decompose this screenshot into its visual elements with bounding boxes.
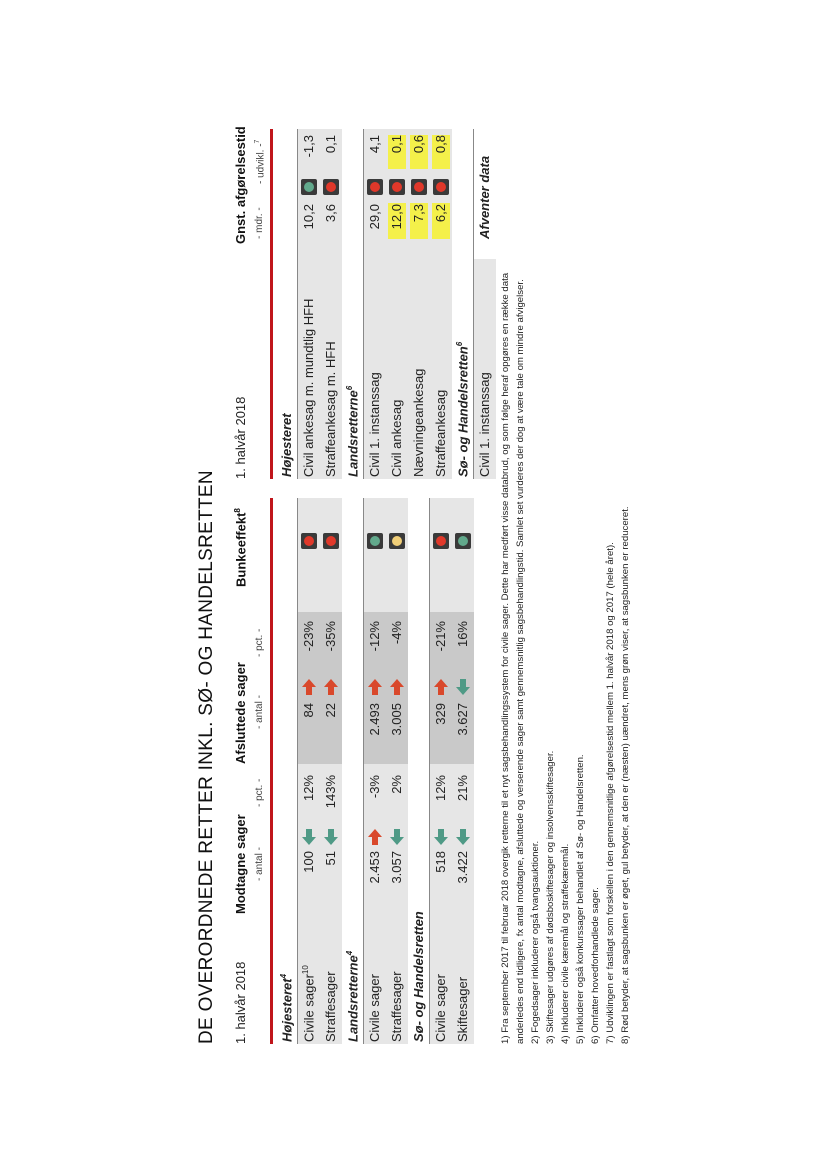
row-label (367, 372, 382, 477)
row-label-text: Civil 1. instanssag (367, 372, 382, 477)
received-pct: 2% (389, 775, 404, 794)
right-period-label: 1. halvår 2018 (233, 396, 248, 479)
row-label-text: Straffesager (323, 971, 338, 1042)
closed-pct: -35% (323, 621, 338, 652)
closed-pct: -12% (367, 621, 382, 652)
row-label (389, 400, 404, 477)
traffic-light-green-icon (455, 533, 471, 549)
sub-pct-received: - pct. - (254, 778, 265, 807)
avg-development: 0,1 (323, 135, 338, 154)
traffic-light-dot (414, 182, 424, 192)
col-backlog-header: Bunkeeffekt$^8$ (233, 508, 249, 587)
sub-months: - mdr. - (254, 207, 265, 239)
row-label-text: Civil ankesag (389, 399, 404, 477)
arrow-up-icon (455, 827, 471, 847)
row-label-text: Civile sager (301, 974, 317, 1042)
col-time-header: Gnst. afgørelsestid (233, 126, 248, 244)
footnote-line: 7) Udviklingen er fastlagt som forskellen i den gennemsnitlige afgørelsestid mellem 1. halvår 2018 og 2017 (hele året). (605, 542, 616, 1044)
avg-months: 10,2 (301, 204, 316, 230)
traffic-light-red-icon (301, 533, 317, 549)
footnote-ref: 6 (455, 341, 464, 347)
traffic-light-dot (436, 182, 446, 192)
row-label-text: Straffeankesag m. HFH (323, 341, 338, 477)
received-count: 100 (301, 851, 316, 873)
closed-pct: -21% (433, 621, 448, 652)
sub-count-closed: - antal - (254, 695, 265, 729)
section-label (345, 386, 360, 477)
footnote-line: 2) Fogedsager inkluderer også tvangsauktioner. (530, 840, 541, 1044)
received-pct: 21% (455, 775, 470, 802)
footnote-line: anderledes end tidligere, fx antal modtagne, afsluttede og verserende sager samt gennemsnitlig sagsbehandlingstid. Samlet set vurderes der dog at være tale om mindre afvigelser. (515, 279, 526, 1044)
arrow-down-icon (389, 677, 405, 697)
traffic-light-dot (458, 536, 468, 546)
avg-months: 6,2 (433, 204, 448, 223)
received-pct: -3% (367, 775, 382, 799)
section-label (279, 413, 294, 477)
closed-count: 2.493 (367, 703, 382, 736)
row-label (323, 971, 338, 1042)
footnote-line: 5) Inkluderer også konkurssager behandlet af Sø- og Handelsretten. (575, 754, 586, 1044)
sub-dev: - udvikl. -$^7$ (254, 139, 267, 184)
table-row (298, 498, 320, 1044)
table-row (452, 498, 474, 1044)
row-label-text: Landsretterne (345, 390, 361, 477)
traffic-light-dot (370, 536, 380, 546)
received-count: 2.453 (367, 851, 382, 884)
traffic-light-dot (326, 536, 336, 546)
received-pct: 12% (433, 775, 448, 802)
row-label (455, 977, 470, 1042)
closed-count: 3.627 (455, 703, 470, 736)
arrow-down-icon (433, 677, 449, 697)
arrow-up-icon (323, 827, 339, 847)
arrow-down-icon (323, 677, 339, 697)
row-label (367, 974, 382, 1042)
avg-development: 0,8 (433, 135, 448, 154)
traffic-light-red-icon (433, 533, 449, 549)
closed-pct: -23% (301, 621, 316, 652)
arrow-down-icon (367, 827, 383, 847)
arrow-up-icon (455, 677, 471, 697)
row-label (433, 974, 448, 1042)
traffic-light-dot (392, 536, 402, 546)
left-period-label: 1. halvår 2018 (233, 961, 248, 1044)
row-label-text: Civil ankesag m. mundtlig HFH (301, 298, 316, 477)
closed-count: 22 (323, 703, 338, 718)
received-pct: 12% (301, 775, 316, 802)
row-label-text: Skiftesager (455, 976, 470, 1042)
traffic-light-dot (436, 536, 446, 546)
received-count: 51 (323, 851, 338, 866)
section-label (455, 342, 470, 477)
received-count: 3.422 (455, 851, 470, 884)
traffic-light-dot (370, 182, 380, 192)
traffic-light-dot (304, 536, 314, 546)
closed-count: 329 (433, 703, 448, 725)
sub-pct-closed: - pct. - (254, 628, 265, 657)
row-label (389, 971, 404, 1042)
section-label (411, 911, 426, 1042)
row-label-text: Straffeankesag (433, 389, 448, 477)
table-row (386, 498, 408, 1044)
received-count: 3.057 (389, 851, 404, 884)
arrow-down-icon (367, 677, 383, 697)
avg-months: 12,0 (389, 204, 404, 230)
avg-months: 3,6 (323, 204, 338, 223)
traffic-light-red-icon (323, 179, 339, 195)
received-count: 518 (433, 851, 448, 873)
footnote-line: 8) Rød betyder, at sagsbunken er øget, gul betyder, at den er (næsten) uændret, mens grøn viser, at sagsbunken er reduceret. (620, 506, 631, 1044)
footnote-line: 3) Skiftesager udgøres af dødsboskiftesager og insolvensskiftesager. (545, 750, 556, 1044)
page-title: DE OVERORDNEDE RETTER INKL. SØ- OG HANDELSRETTEN (196, 470, 217, 1044)
arrow-down-icon (301, 677, 317, 697)
row-label (301, 965, 316, 1042)
section-label (345, 951, 360, 1042)
footnote-line: 1) Fra september 2017 til februar 2018 overgik retterne til et nyt sagsbehandlingssystem for civile sager. Dette har medført visse databrud, og som følge heraf opgøres en række data (500, 272, 511, 1044)
arrow-up-icon (389, 827, 405, 847)
row-label-text: Civile sager (433, 974, 448, 1042)
arrow-up-icon (433, 827, 449, 847)
closed-count: 84 (301, 703, 316, 718)
received-pct: 143% (323, 775, 338, 809)
avg-development: -1,3 (301, 135, 316, 158)
table-row (320, 498, 342, 1044)
footnote-ref: 10 (301, 965, 310, 975)
row-label-text: Civil 1. instanssag (477, 372, 492, 477)
row-label (323, 341, 338, 477)
traffic-light-green-icon (367, 533, 383, 549)
right-header-rule (270, 129, 273, 479)
row-label-text: Landsretterne (345, 955, 361, 1042)
traffic-light-green-icon (301, 179, 317, 195)
avg-development: 0,1 (389, 135, 404, 154)
sub-count-received: - antal - (254, 847, 265, 881)
traffic-light-red-icon (433, 179, 449, 195)
traffic-light-dot (392, 182, 402, 192)
avg-months: 7,3 (411, 204, 426, 223)
col-closed-header: Afsluttede sager (233, 662, 248, 764)
row-label (301, 299, 316, 477)
row-label-text: Højesteret (279, 413, 294, 477)
arrow-up-icon (301, 827, 317, 847)
footnote-ref: 4 (345, 950, 354, 956)
section-label (279, 974, 294, 1042)
avg-development: 0,6 (411, 135, 426, 154)
closed-pct: 16% (455, 621, 470, 648)
col-received-header: Modtagne sager (233, 814, 248, 914)
traffic-light-yellow-icon (389, 533, 405, 549)
row-label-text: Straffesager (389, 971, 404, 1042)
awaiting-data-text: Afventer data (477, 155, 492, 239)
closed-pct: -4% (389, 621, 404, 645)
footnote-line: 6) Omfatter hovedforhandlede sager. (590, 887, 601, 1044)
footnote-ref: 6 (345, 385, 354, 391)
row-label-text: Sø- og Handelsretten (411, 911, 426, 1042)
traffic-light-dot (326, 182, 336, 192)
table-row (430, 498, 452, 1044)
traffic-light-red-icon (323, 533, 339, 549)
row-label-text: Civile sager (367, 974, 382, 1042)
closed-count: 3.005 (389, 703, 404, 736)
table-row (364, 498, 386, 1044)
traffic-light-dot (304, 182, 314, 192)
row-label-text: Højesteret (279, 978, 295, 1042)
row-label-text: Sø- og Handelsretten (455, 346, 471, 477)
avg-months: 29,0 (367, 204, 382, 230)
footnote-line: 4) Inkluderer civile kæremål og straffekæremål. (560, 843, 571, 1044)
footnote-ref: 4 (279, 973, 288, 979)
row-label (433, 390, 448, 477)
traffic-light-red-icon (389, 179, 405, 195)
row-label-text: Nævningeankesag (411, 368, 426, 477)
traffic-light-red-icon (411, 179, 427, 195)
row-label (477, 372, 492, 477)
traffic-light-red-icon (367, 179, 383, 195)
left-header-rule (270, 498, 273, 1044)
row-label (411, 369, 426, 477)
avg-development: 4,1 (367, 135, 382, 154)
